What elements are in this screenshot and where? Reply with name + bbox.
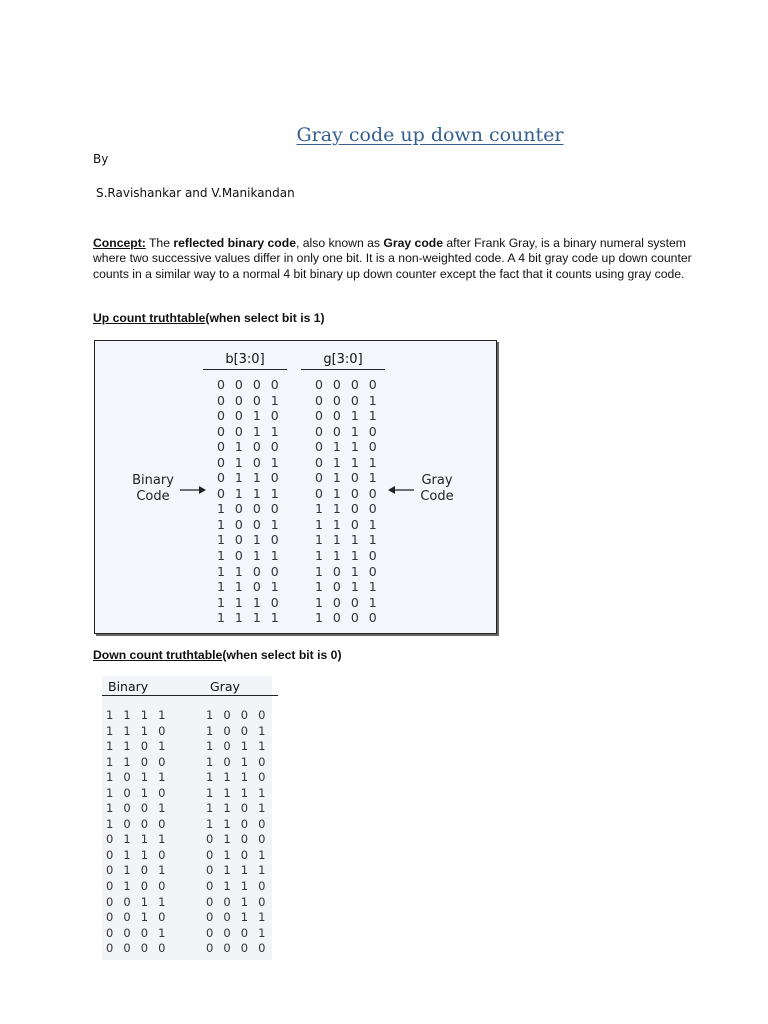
table-cell: 1 0 1 0 [315, 563, 380, 579]
table-cell: 1 0 1 0 [217, 532, 282, 548]
table-cell: 1 0 1 1 [206, 739, 269, 754]
up-count-truthtable [94, 340, 497, 634]
left-arrow-icon [387, 484, 415, 496]
table-cell: 0 1 1 1 [106, 832, 169, 847]
table-cell: 1 0 0 1 [206, 723, 269, 738]
table-cell: 1 1 1 0 [217, 594, 282, 610]
gray-label-line-1: Gray [421, 473, 453, 488]
table-cell: 0 0 0 0 [315, 377, 380, 392]
table-cell: 0 1 1 0 [217, 470, 282, 486]
down-heading-label: Down count truthtable [93, 648, 223, 662]
down-count-heading [93, 648, 342, 662]
concept-text-3: after Frank Gray, is a binary numeral system where two successive values differ in only one bit. It is a non-weighted code. A 4 bit gray code up down counter counts in a similar way to a normal 4 bit binary up down counter except the fact that it counts using gray code. [93, 236, 692, 281]
table-cell: 0 1 0 0 [315, 485, 380, 501]
table-cell: 1 1 1 1 [206, 785, 269, 800]
table-cell: 0 0 0 0 [106, 941, 169, 956]
table-cell: 1 1 1 1 [106, 708, 169, 722]
table-cell: 1 1 0 1 [106, 739, 169, 754]
table-cell: 1 1 1 1 [315, 532, 380, 548]
table-cell: 0 1 0 1 [206, 847, 269, 862]
table-cell: 1 1 0 0 [217, 563, 282, 579]
up-count-heading [93, 311, 325, 325]
binary-code-label [127, 473, 179, 505]
up-heading-label: Up count truthtable [93, 311, 206, 325]
table-cell: 0 1 1 0 [106, 847, 169, 862]
table-cell: 1 0 1 1 [217, 548, 282, 564]
concept-label: Concept: [93, 236, 146, 250]
concept-bold-2: Gray code [383, 236, 443, 250]
table-cell: 1 0 0 1 [217, 516, 282, 532]
gray-code-label [413, 473, 461, 505]
table-cell: 0 0 1 0 [206, 894, 269, 909]
table-cell: 0 0 1 0 [315, 423, 380, 439]
table-cell: 1 1 1 0 [315, 548, 380, 564]
table-cell: 0 0 1 1 [217, 423, 282, 439]
binary-label-line-2: Code [136, 489, 170, 504]
table-cell: 0 1 0 1 [106, 863, 169, 878]
table-cell: 1 0 0 0 [206, 708, 269, 722]
table-cell: 1 1 0 1 [206, 801, 269, 816]
document-title: Gray code up down counter [296, 124, 564, 146]
table-cell: 0 0 1 0 [217, 408, 282, 424]
table-cell: 0 1 0 1 [217, 454, 282, 470]
table-cell: 1 0 0 0 [217, 501, 282, 517]
binary-label-line-1: Binary [132, 473, 174, 488]
table-cell: 0 1 1 1 [315, 454, 380, 470]
concept-bold-1: reflected binary code [173, 236, 296, 250]
table-cell: 1 1 1 0 [106, 723, 169, 738]
gray-label-line-2: Code [420, 489, 454, 504]
table-cell: 1 1 0 1 [315, 516, 380, 532]
table-cell: 1 0 0 0 [315, 610, 380, 626]
table-cell: 0 1 1 1 [217, 485, 282, 501]
table-cell: 0 0 1 1 [106, 894, 169, 909]
up-heading-suffix: (when select bit is 1) [205, 311, 325, 325]
table-cell: 1 1 1 1 [217, 610, 282, 626]
table-cell: 0 0 1 0 [106, 910, 169, 925]
table-cell: 0 0 0 0 [217, 377, 282, 392]
gray-column [206, 708, 269, 957]
table-cell: 0 0 0 1 [217, 392, 282, 408]
table-cell: 1 0 0 1 [315, 594, 380, 610]
table-cell: 1 0 1 0 [206, 754, 269, 769]
table-cell: 0 1 0 1 [315, 470, 380, 486]
table-cell: 0 0 0 1 [106, 925, 169, 940]
gray-column-header: Gray [210, 679, 240, 694]
concept-text-1: The [145, 236, 174, 250]
table-cell: 1 0 1 1 [106, 770, 169, 785]
table-cell: 0 1 0 0 [217, 439, 282, 455]
gray-column-header: g[3:0] [323, 352, 363, 367]
table-cell: 0 1 1 1 [206, 863, 269, 878]
table-cell: 1 0 1 0 [106, 785, 169, 800]
table-cell: 0 1 0 0 [206, 832, 269, 847]
table-cell: 0 0 0 0 [206, 941, 269, 956]
header-divider [102, 695, 278, 696]
table-cell: 1 1 0 1 [217, 579, 282, 595]
table-cell: 0 1 1 0 [206, 879, 269, 894]
by-line: By [93, 152, 109, 166]
down-heading-suffix: (when select bit is 0) [222, 648, 342, 662]
table-cell: 0 0 0 1 [206, 925, 269, 940]
authors: S.Ravishankar and V.Manikandan [96, 186, 295, 200]
binary-column [217, 377, 282, 626]
table-cell: 1 0 0 1 [106, 801, 169, 816]
binary-column-header: b[3:0] [225, 352, 265, 367]
table-cell: 0 1 0 0 [106, 879, 169, 894]
table-cell: 1 0 1 1 [315, 579, 380, 595]
table-cell: 1 1 1 0 [206, 770, 269, 785]
table-cell: 0 0 1 1 [206, 910, 269, 925]
table-cell: 1 1 0 0 [315, 501, 380, 517]
table-cell: 1 0 0 0 [106, 816, 169, 831]
binary-column [106, 708, 169, 957]
right-arrow-icon [179, 484, 207, 496]
gray-column [315, 377, 380, 626]
binary-column-header: Binary [108, 679, 149, 694]
header-divider [203, 369, 287, 370]
concept-text-2: , also known as [295, 236, 384, 250]
table-cell: 1 1 0 0 [106, 754, 169, 769]
table-cell: 0 0 0 1 [315, 392, 380, 408]
table-cell: 1 1 0 0 [206, 816, 269, 831]
table-cell: 0 0 1 1 [315, 408, 380, 424]
concept-paragraph [93, 236, 705, 282]
table-cell: 0 1 1 0 [315, 439, 380, 455]
header-divider [301, 369, 385, 370]
down-count-truthtable [102, 676, 272, 960]
